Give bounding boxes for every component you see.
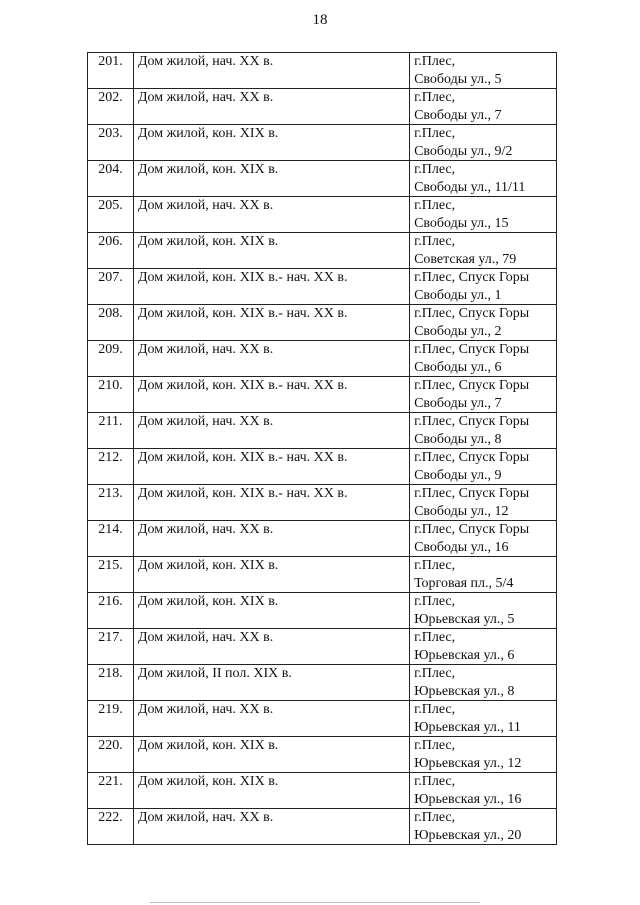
object-address [410,773,557,809]
row-number: 216. [88,593,134,629]
table-row [88,341,557,377]
object-name: Дом жилой, нач. XX в. [133,341,409,377]
row-number: 210. [88,377,134,413]
table-row [88,701,557,737]
row-number: 212. [88,449,134,485]
table-row [88,629,557,665]
heritage-objects-table [87,52,557,845]
row-number: 204. [88,161,134,197]
table-row [88,161,557,197]
address-line: Юрьевская ул., 16 [414,791,522,807]
table-row [88,449,557,485]
row-number: 221. [88,773,134,809]
object-name: Дом жилой, кон. XIX в.- нач. XX в. [133,377,409,413]
page-footer-rule [150,902,480,903]
object-address [410,449,557,485]
object-name: Дом жилой, нач. XX в. [133,809,409,845]
address-line: г.Плес, [414,774,456,789]
address-line: г.Плес, [414,126,456,141]
object-address [410,737,557,773]
object-address [410,233,557,269]
object-address [410,629,557,665]
object-address [410,125,557,161]
address-line: Юрьевская ул., 11 [414,719,521,735]
table-row [88,125,557,161]
object-name: Дом жилой, кон. XIX в. [133,773,409,809]
address-line: Юрьевская ул., 6 [414,647,515,663]
object-address [410,305,557,341]
row-number: 219. [88,701,134,737]
table-row [88,197,557,233]
address-line: Свободы ул., 11/11 [414,179,526,195]
row-number: 213. [88,485,134,521]
row-number: 214. [88,521,134,557]
table-row [88,53,557,89]
table-row [88,665,557,701]
object-address [410,53,557,89]
table-row [88,773,557,809]
table-row [88,413,557,449]
row-number: 208. [88,305,134,341]
page-number: 18 [312,12,328,28]
object-name: Дом жилой, кон. XIX в. [133,557,409,593]
object-address [410,89,557,125]
address-line: г.Плес, [414,630,456,645]
address-line: г.Плес, [414,558,456,573]
address-line: г.Плес, [414,54,456,69]
object-address [410,197,557,233]
address-line: Свободы ул., 1 [414,287,502,303]
address-line: Свободы ул., 9 [414,467,502,483]
row-number: 206. [88,233,134,269]
object-name: Дом жилой, кон. XIX в. [133,737,409,773]
object-name: Дом жилой, кон. XIX в. [133,593,409,629]
row-number: 218. [88,665,134,701]
address-line: Свободы ул., 16 [414,539,509,555]
address-line: г.Плес, [414,702,456,717]
address-line: г.Плес, Спуск Горы [414,306,530,321]
address-line: г.Плес, Спуск Горы [414,378,530,393]
row-number: 217. [88,629,134,665]
address-line: г.Плес, [414,90,456,105]
table-row [88,89,557,125]
object-address [410,701,557,737]
address-line: г.Плес, Спуск Горы [414,522,530,537]
object-address [410,557,557,593]
object-address [410,341,557,377]
table-row [88,269,557,305]
table-row [88,737,557,773]
address-line: Свободы ул., 7 [414,107,502,123]
address-line: г.Плес, [414,810,456,825]
address-line: Свободы ул., 6 [414,359,502,375]
row-number: 203. [88,125,134,161]
object-address [410,413,557,449]
address-line: Юрьевская ул., 12 [414,755,522,771]
table-row [88,485,557,521]
address-line: г.Плес, [414,666,456,681]
object-name: Дом жилой, кон. XIX в.- нач. XX в. [133,449,409,485]
address-line: г.Плес, Спуск Горы [414,414,530,429]
object-address [410,593,557,629]
address-line: Свободы ул., 7 [414,395,502,411]
table-row [88,521,557,557]
address-line: Торговая пл., 5/4 [414,575,514,591]
address-line: Свободы ул., 15 [414,215,509,231]
object-name: Дом жилой, нач. XX в. [133,89,409,125]
row-number: 202. [88,89,134,125]
row-number: 205. [88,197,134,233]
address-line: г.Плес, [414,162,456,177]
address-line: Свободы ул., 2 [414,323,502,339]
object-name: Дом жилой, кон. XIX в. [133,125,409,161]
table-row [88,557,557,593]
object-name: Дом жилой, нач. XX в. [133,701,409,737]
address-line: г.Плес, [414,594,456,609]
row-number: 209. [88,341,134,377]
address-line: Советская ул., 79 [414,251,517,267]
address-line: г.Плес, Спуск Горы [414,270,530,285]
address-line: Свободы ул., 8 [414,431,502,447]
table-row [88,593,557,629]
object-address [410,377,557,413]
row-number: 222. [88,809,134,845]
object-name: Дом жилой, нач. XX в. [133,53,409,89]
address-line: Юрьевская ул., 5 [414,611,515,627]
address-line: г.Плес, Спуск Горы [414,486,530,501]
row-number: 211. [88,413,134,449]
row-number: 201. [88,53,134,89]
address-line: г.Плес, Спуск Горы [414,450,530,465]
object-name: Дом жилой, нач. XX в. [133,629,409,665]
object-address [410,665,557,701]
object-name: Дом жилой, нач. XX в. [133,413,409,449]
table-row [88,305,557,341]
table-row [88,377,557,413]
table-body [88,53,557,845]
address-line: Юрьевская ул., 8 [414,683,515,699]
address-line: Свободы ул., 9/2 [414,143,513,159]
table-row [88,233,557,269]
address-line: Юрьевская ул., 20 [414,827,522,843]
address-line: г.Плес, Спуск Горы [414,342,530,357]
object-name: Дом жилой, II пол. XIX в. [133,665,409,701]
object-name: Дом жилой, кон. XIX в.- нач. XX в. [133,485,409,521]
row-number: 215. [88,557,134,593]
object-address [410,809,557,845]
table-row [88,809,557,845]
address-line: г.Плес, [414,234,456,249]
address-line: Свободы ул., 12 [414,503,509,519]
object-address [410,521,557,557]
object-address [410,269,557,305]
address-line: Свободы ул., 5 [414,71,502,87]
object-name: Дом жилой, кон. XIX в.- нач. XX в. [133,305,409,341]
row-number: 207. [88,269,134,305]
object-name: Дом жилой, нач. XX в. [133,521,409,557]
object-address [410,485,557,521]
object-name: Дом жилой, кон. XIX в.- нач. XX в. [133,269,409,305]
object-name: Дом жилой, кон. XIX в. [133,161,409,197]
object-name: Дом жилой, кон. XIX в. [133,233,409,269]
object-name: Дом жилой, нач. XX в. [133,197,409,233]
address-line: г.Плес, [414,198,456,213]
object-address [410,161,557,197]
row-number: 220. [88,737,134,773]
address-line: г.Плес, [414,738,456,753]
